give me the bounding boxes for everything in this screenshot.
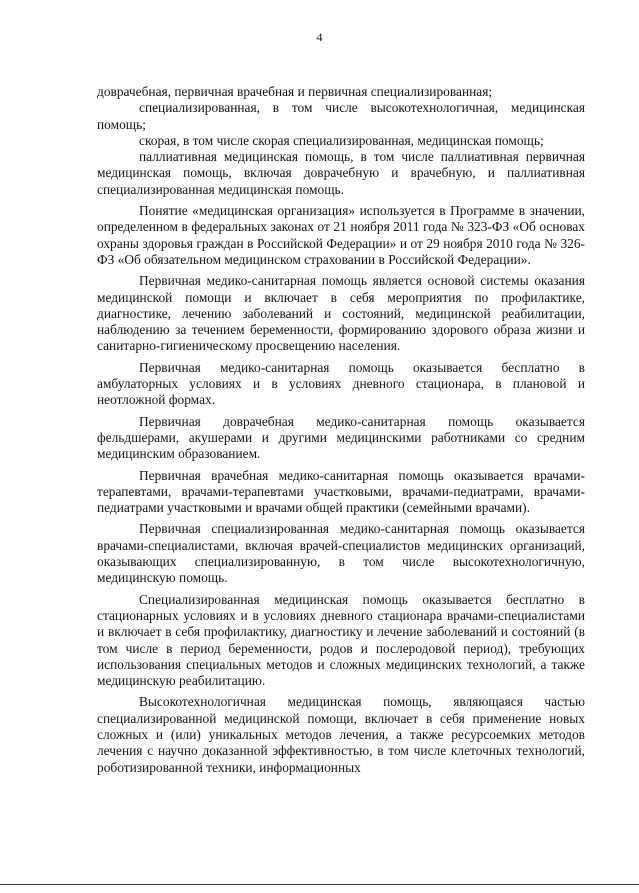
paragraph: специализированная, в том числе высокотехнологичная, медицинская помощь; xyxy=(97,100,585,132)
paragraph: доврачебная, первичная врачебная и первичная специализированная; xyxy=(97,84,493,99)
paragraph: Первичная специализированная медико-санитарная помощь оказывается врачами-специалистами, включая врачей-специалистов медицинских организаций, оказывающих специализированную, в том числе высокотехнологичную, медицинскую помощь. xyxy=(97,521,585,586)
paragraph: Высокотехнологичная медицинская помощь, являющаяся частью специализированной медицинской помощи, включает в себя применение новых сложных и (или) уникальных методов лечения, а также ресурсоемких методов лечения с научно доказанной эффективностью, в том числе клеточных технологий, роботизированной техники, информационных xyxy=(97,694,585,775)
paragraph: Понятие «медицинская организация» используется в Программе в значении, определенном в федеральных законах от 21 ноября 2011 года № 323-ФЗ «Об основах охраны здоровья граждан в Российской Федерации» и от 29 ноября 2010 года № 326-ФЗ «Об обязательном медицинском страховании в Российской Федерации». xyxy=(97,203,585,267)
paragraph: Первичная медико-санитарная помощь является основой системы оказания медицинской помощи и включает в себя мероприятия по профилактике, диагностике, лечению заболеваний и состояний, медицинской реабилитации, наблюдению за течением беременности, формированию здорового образа жизни и санитарно-гигиеническому просвещению населения. xyxy=(97,273,585,354)
paragraph: паллиативная медицинская помощь, в том числе паллиативная первичная медицинская помощь, включая доврачебную и врачебную, и паллиативная специализированная медицинская помощь. xyxy=(97,149,585,197)
paragraph: скорая, в том числе скорая специализированная, медицинская помощь; xyxy=(139,132,544,148)
page-edge-line xyxy=(0,884,639,885)
paragraph: Первичная врачебная медико-санитарная помощь оказывается врачами-терапевтами, врачами-терапевтами участковыми, врачами-педиатрами, врачами-педиатрами участковыми и врачами общей практики (семейными врачами). xyxy=(97,467,585,516)
paragraph: Первичная медико-санитарная помощь оказывается бесплатно в амбулаторных условиях и в условиях дневного стационара, в плановой и неотложной формах. xyxy=(97,359,585,408)
paragraph: Специализированная медицинская помощь оказывается бесплатно в стационарных условиях и в условиях дневного стационара врачами-специалистами и включает в себя профилактику, диагностику и лечение заболеваний и состояний (в том числе в период беременности, родов и послеродовой период), требующих использования специальных методов и сложных медицинских технологий, а также медицинскую реабилитацию. xyxy=(97,591,585,689)
paragraph: Первичная доврачебная медико-санитарная помощь оказывается фельдшерами, акушерами и другими медицинскими работниками со средним медицинским образованием. xyxy=(97,413,585,462)
document-body xyxy=(97,84,585,776)
page-number: 4 xyxy=(316,30,323,44)
